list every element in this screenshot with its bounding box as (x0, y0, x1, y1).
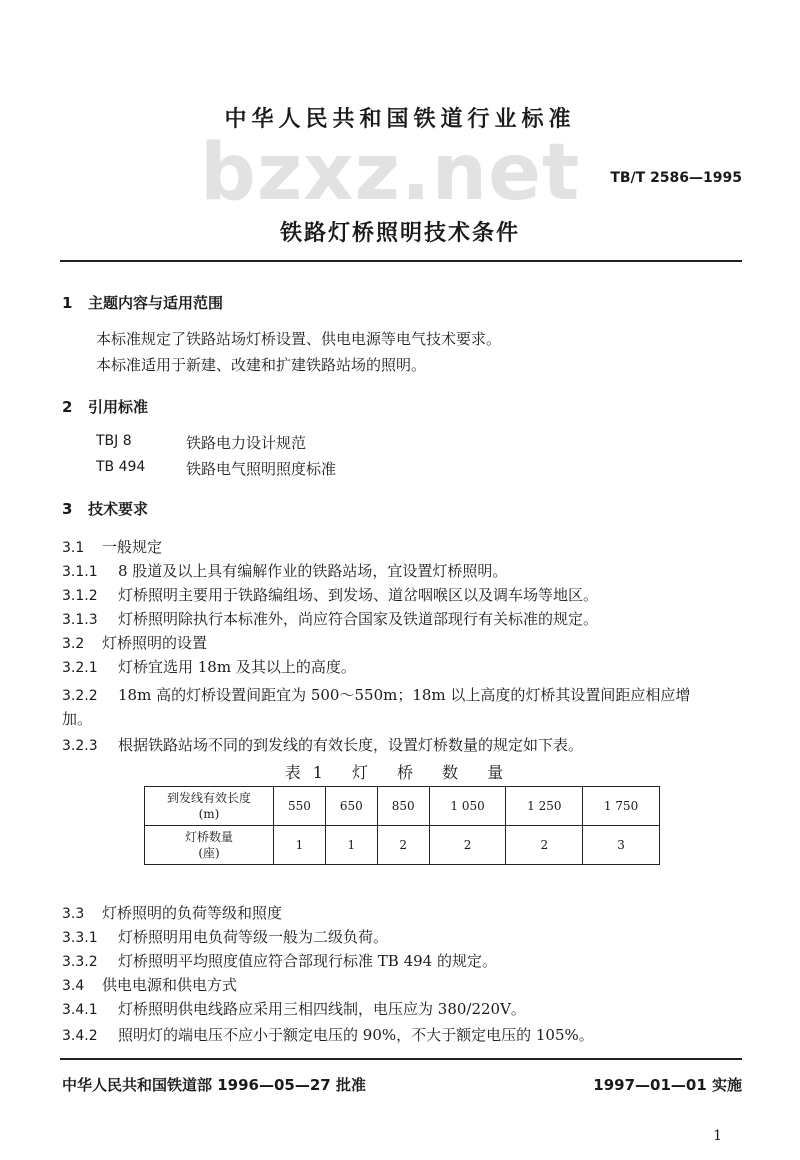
clause-continuation (62, 708, 92, 729)
table-cell: 2 (377, 826, 429, 865)
table-cell: 3 (583, 826, 660, 865)
lamp-bridge-table (144, 786, 660, 865)
table-cell: 650 (325, 787, 377, 826)
clause (62, 950, 497, 971)
clause-text: 灯桥照明主要用于铁路编组场、到发场、道岔咽喉区以及调车场等地区。 (118, 586, 599, 604)
clause-text: 照明灯的端电压不应小于额定电压的 90%，不大于额定电压的 105%。 (118, 1026, 594, 1044)
clause-text: 灯桥照明的设置 (102, 634, 208, 652)
footer-rule (60, 1058, 742, 1060)
reference-code: TBJ 8 (96, 433, 132, 449)
section-1-paragraph-1: 本标准规定了铁路站场灯桥设置、供电电源等电气技术要求。 (96, 330, 502, 348)
clause (62, 584, 598, 605)
clause (62, 656, 356, 677)
clause-text: 18m 高的灯桥设置间距宜为 500～550m；18m 以上高度的灯桥其设置间距应相应增 (118, 686, 691, 704)
clause-text: 灯桥照明平均照度值应符合部现行标准 TB 494 的规定。 (118, 952, 497, 970)
section-1-heading (62, 292, 223, 313)
clause-number: 3.1 (62, 540, 85, 556)
table-row (145, 787, 660, 826)
row-header-line: 到发线有效长度 (166, 791, 251, 805)
clause-text: 供电电源和供电方式 (102, 976, 238, 994)
watermark: bzxz.net (200, 128, 581, 218)
section-3-number: 3 (62, 500, 73, 518)
standard-code: TB/T 2586—1995 (610, 170, 742, 186)
table-cell: 1 250 (506, 787, 583, 826)
approval-line: 中华人民共和国铁道部 1996—05—27 批准 (62, 1076, 366, 1094)
reference-name: 铁路电力设计规范 (186, 434, 307, 452)
page-number: 1 (713, 1128, 722, 1144)
table-cell: 2 (506, 826, 583, 865)
clause-number: 3.1.1 (62, 564, 98, 580)
clause (62, 536, 162, 557)
effective-date: 1997—01—01 实施 (593, 1076, 742, 1094)
clause-text: 加。 (62, 710, 93, 728)
section-1-title: 主题内容与适用范围 (88, 294, 224, 312)
reference-code: TB 494 (96, 459, 146, 475)
clause-number: 3.2.3 (62, 738, 98, 754)
section-2-title: 引用标准 (88, 398, 149, 416)
clause (62, 734, 583, 755)
table-cell: 1 050 (429, 787, 506, 826)
table-cell: 1 (325, 826, 377, 865)
clause-text: 一般规定 (102, 538, 163, 556)
reference-name: 铁路电气照明照度标准 (186, 460, 337, 478)
table-caption: 表1 灯 桥 数 量 (284, 763, 516, 782)
clause (62, 684, 690, 705)
row-header (145, 787, 274, 826)
table-row (145, 826, 660, 865)
row-header-line: 灯桥数量 (184, 830, 233, 844)
clause-text: 灯桥照明的负荷等级和照度 (102, 904, 283, 922)
table-cell: 1 (274, 826, 326, 865)
table-cell: 1 750 (583, 787, 660, 826)
clause-number: 3.3.1 (62, 930, 98, 946)
section-1-paragraph-2: 本标准适用于新建、改建和扩建铁路站场的照明。 (96, 356, 427, 374)
clause-number: 3.2.1 (62, 660, 98, 676)
title-rule (60, 260, 742, 262)
clause (62, 560, 507, 581)
clause-number: 3.1.3 (62, 612, 98, 628)
section-1-number: 1 (62, 294, 73, 312)
section-2-heading (62, 396, 148, 417)
row-header-unit: (座) (198, 846, 220, 860)
clause (62, 608, 598, 629)
section-3-title: 技术要求 (88, 500, 149, 518)
row-header (145, 826, 274, 865)
table-cell: 2 (429, 826, 506, 865)
clause-number: 3.4.2 (62, 1028, 98, 1044)
clause-number: 3.4.1 (62, 1002, 98, 1018)
clause-number: 3.2.2 (62, 688, 98, 704)
clause (62, 632, 207, 653)
clause-text: 灯桥宜选用 18m 及其以上的高度。 (118, 658, 356, 676)
clause-number: 3.2 (62, 636, 85, 652)
clause (62, 974, 237, 995)
clause-number: 3.3.2 (62, 954, 98, 970)
table-cell: 850 (377, 787, 429, 826)
section-2-number: 2 (62, 398, 73, 416)
clause-text: 8 股道及以上具有编解作业的铁路站场，宜设置灯桥照明。 (118, 562, 508, 580)
row-header-unit: (m) (198, 807, 220, 821)
section-3-heading (62, 498, 148, 519)
clause-text: 灯桥照明除执行本标准外，尚应符合国家及铁道部现行有关标准的规定。 (118, 610, 599, 628)
clause (62, 926, 388, 947)
document-title: 铁路灯桥照明技术条件 (279, 221, 520, 246)
clause-number: 3.4 (62, 978, 85, 994)
clause (62, 902, 282, 923)
clause-number: 3.1.2 (62, 588, 98, 604)
clause-text: 灯桥照明用电负荷等级一般为二级负荷。 (118, 928, 389, 946)
clause-text: 灯桥照明供电线路应采用三相四线制，电压应为 380/220V。 (118, 1000, 526, 1018)
org-title: 中华人民共和国铁道行业标准 (224, 107, 576, 132)
table-cell: 550 (274, 787, 326, 826)
clause (62, 998, 526, 1019)
clause-text: 根据铁路站场不同的到发线的有效长度，设置灯桥数量的规定如下表。 (118, 736, 584, 754)
clause-number: 3.3 (62, 906, 85, 922)
clause (62, 1024, 594, 1045)
